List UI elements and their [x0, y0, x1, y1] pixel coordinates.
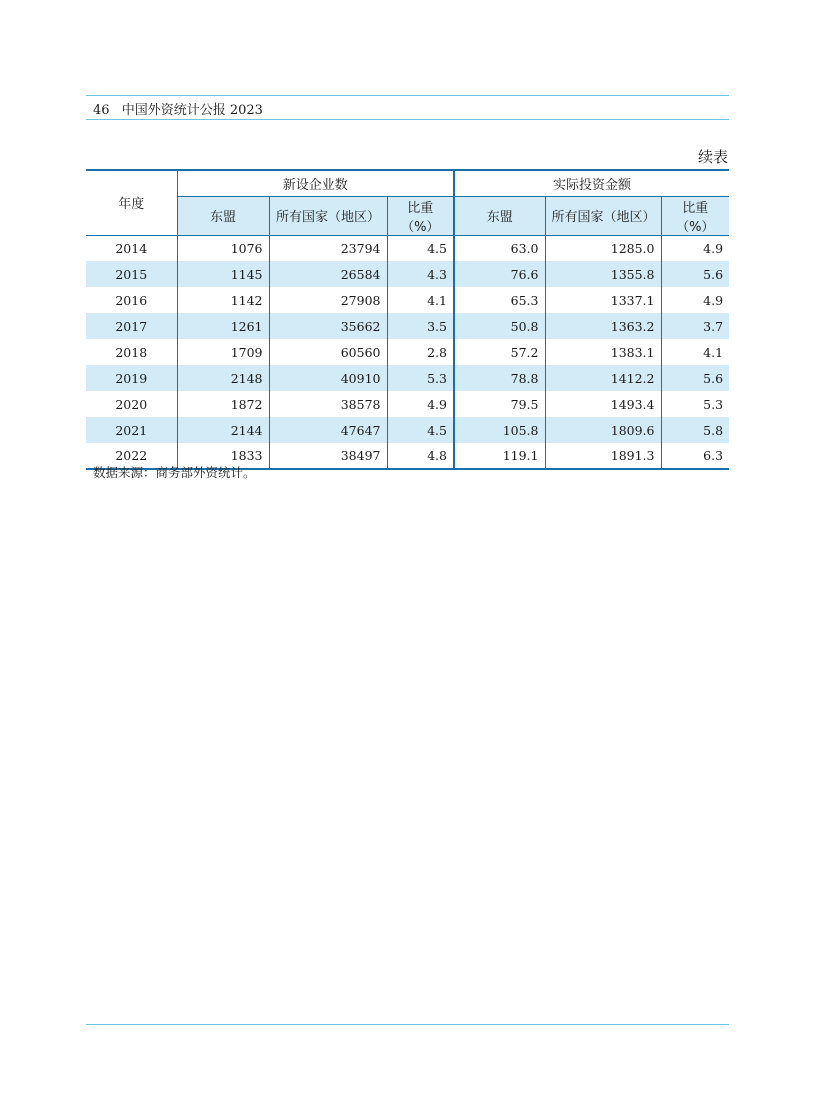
- value-cell: 1337.1: [545, 287, 661, 313]
- value-cell: 38578: [269, 391, 387, 417]
- value-cell: 1363.2: [545, 313, 661, 339]
- source-note: 数据来源：商务部外资统计。: [93, 465, 256, 480]
- value-cell: 3.5: [387, 313, 454, 339]
- table-row: [86, 417, 729, 443]
- value-cell: 5.3: [661, 391, 729, 417]
- value-cell: 40910: [269, 365, 387, 391]
- value-cell: 57.2: [454, 339, 545, 365]
- value-cell: 1412.2: [545, 365, 661, 391]
- year-cell: 2019: [86, 365, 177, 391]
- year-cell: 2021: [86, 417, 177, 443]
- value-cell: 2144: [177, 417, 269, 443]
- value-cell: 1285.0: [545, 235, 661, 261]
- value-cell: 47647: [269, 417, 387, 443]
- value-cell: 27908: [269, 287, 387, 313]
- table-row: [86, 365, 729, 391]
- value-cell: 4.5: [387, 235, 454, 261]
- value-cell: 65.3: [454, 287, 545, 313]
- table-row: [86, 391, 729, 417]
- value-cell: 4.9: [661, 287, 729, 313]
- value-cell: 4.5: [387, 417, 454, 443]
- value-cell: 1891.3: [545, 443, 661, 469]
- value-cell: 1261: [177, 313, 269, 339]
- publication-title: 中国外资统计公报 2023: [121, 103, 263, 118]
- subheader-share-enterprises: 比重（%）: [387, 196, 454, 235]
- value-cell: 1145: [177, 261, 269, 287]
- value-cell: 105.8: [454, 417, 545, 443]
- year-cell: 2020: [115, 396, 148, 412]
- value-cell: 1709: [177, 339, 269, 365]
- year-cell: 2017: [86, 313, 177, 339]
- value-cell: 79.5: [454, 391, 545, 417]
- value-cell: 1833: [177, 443, 269, 469]
- value-cell: 4.9: [661, 235, 729, 261]
- subheader-asean-investment: 东盟: [454, 196, 545, 235]
- value-cell: 4.8: [387, 443, 454, 469]
- year-header: 年度: [86, 170, 177, 235]
- value-cell: 63.0: [454, 235, 545, 261]
- subheader-share-investment: 比重（%）: [661, 196, 729, 235]
- subheader-all-countries-investment: 所有国家（地区）: [545, 196, 661, 235]
- value-cell: 4.1: [387, 287, 454, 313]
- group-header-new-enterprises: 新设企业数: [177, 170, 454, 196]
- value-cell: 1493.4: [545, 391, 661, 417]
- value-cell: 4.9: [387, 391, 454, 417]
- value-cell: 3.7: [661, 313, 729, 339]
- value-cell: 1076: [177, 235, 269, 261]
- value-cell: 1383.1: [545, 339, 661, 365]
- year-cell: 2018: [115, 344, 148, 360]
- value-cell: 5.3: [387, 365, 454, 391]
- value-cell: 2148: [177, 365, 269, 391]
- value-cell: 26584: [269, 261, 387, 287]
- value-cell: 5.6: [661, 365, 729, 391]
- header-rule-top: [86, 95, 729, 96]
- group-header-actual-investment: 实际投资金额: [454, 170, 729, 196]
- value-cell: 76.6: [454, 261, 545, 287]
- header-rule-bottom: [86, 119, 729, 120]
- value-cell: 50.8: [454, 313, 545, 339]
- data-table: [86, 169, 729, 470]
- value-cell: 119.1: [454, 443, 545, 469]
- year-cell: 2015: [86, 261, 177, 287]
- footer-rule: [86, 1024, 729, 1025]
- continued-label: 续表: [697, 148, 728, 166]
- value-cell: 1142: [177, 287, 269, 313]
- year-cell: 2014: [115, 240, 148, 256]
- table-row: [86, 287, 729, 313]
- table-row: [86, 235, 729, 261]
- value-cell: 4.3: [387, 261, 454, 287]
- value-cell: 6.3: [661, 443, 729, 469]
- page-number: 46: [93, 103, 110, 118]
- value-cell: 1872: [177, 391, 269, 417]
- year-cell: 2016: [115, 292, 148, 308]
- value-cell: 60560: [269, 339, 387, 365]
- value-cell: 4.1: [661, 339, 729, 365]
- table-row: [86, 313, 729, 339]
- value-cell: 5.8: [661, 417, 729, 443]
- year-cell: 2022: [86, 443, 177, 469]
- value-cell: 35662: [269, 313, 387, 339]
- table-row: [86, 261, 729, 287]
- page-header: [93, 99, 263, 118]
- table-row: [86, 339, 729, 365]
- value-cell: 2.8: [387, 339, 454, 365]
- value-cell: 78.8: [454, 365, 545, 391]
- value-cell: 1355.8: [545, 261, 661, 287]
- value-cell: 1809.6: [545, 417, 661, 443]
- value-cell: 5.6: [661, 261, 729, 287]
- subheader-all-countries-enterprises: 所有国家（地区）: [269, 196, 387, 235]
- value-cell: 38497: [269, 443, 387, 469]
- subheader-asean-enterprises: 东盟: [177, 196, 269, 235]
- value-cell: 23794: [269, 235, 387, 261]
